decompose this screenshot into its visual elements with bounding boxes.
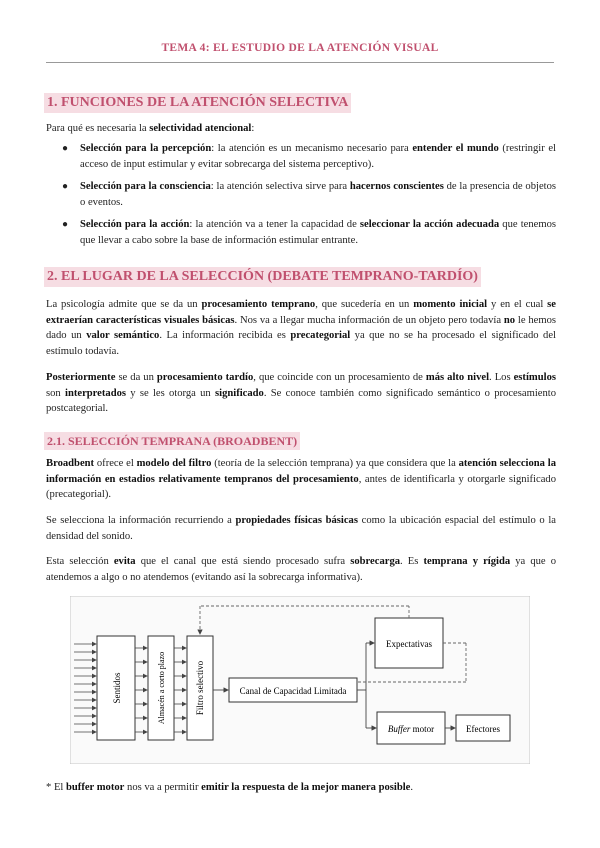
section-1-intro: Para qué es necesaria la selectividad atencional: xyxy=(46,123,255,134)
almacen-label: Almacén a corto plazo xyxy=(157,651,166,725)
header-divider xyxy=(46,62,554,63)
list-item: ● Selección para la acción: la atención va a tener la capacidad de seleccionar la acción adecuada que tenemos que llevar a cabo sobre la base de información estimular entrante. xyxy=(62,219,557,246)
page-header: TEMA 4: EL ESTUDIO DE LA ATENCIÓN VISUAL xyxy=(161,42,439,54)
section-2-1-paragraph-3: Esta selección evita que el canal que está siendo procesado sufra sobrecarga. Es temprana y rígida ya que o atendemos a algo o no atendemos (evitando así la sobrecarga informativa). xyxy=(46,556,557,583)
section-1-heading: 1. FUNCIONES DE LA ATENCIÓN SELECTIVA xyxy=(44,93,351,113)
buffer-motor-label: Buffer motor xyxy=(387,724,435,734)
bullet-icon: ● xyxy=(62,143,69,154)
section-2-paragraph-1: La psicología admite que se da un procesamiento temprano, que sucedería en un momento inicial y en el cual se extraerían características visuales básicas. Nos va a llegar mucha información de un objeto pero todavía no le hemos dado un valor semántico. La información recibida es precategorial ya que no se ha procesado el significado del estímulo todavía. xyxy=(46,299,556,357)
section-2-1-paragraph-2: Se selecciona la información recurriendo a propiedades físicas básicas como la ubicación espacial del estímulo o la densidad del sonido. xyxy=(46,515,556,542)
list-item: ● Selección para la percepción: la atención es un mecanismo necesario para entender el mundo (restringir el acceso de input estimular y evitar sobrecarga del sistema perceptivo). xyxy=(62,143,556,170)
bullet-icon: ● xyxy=(62,181,69,192)
expectativas-label: Expectativas xyxy=(386,639,432,649)
sentidos-label: Sentidos xyxy=(112,672,122,704)
bullet-icon: ● xyxy=(62,219,69,230)
efectores-label: Efectores xyxy=(466,724,500,734)
section-2-heading: 2. EL LUGAR DE LA SELECCIÓN (DEBATE TEMPRANO-TARDÍO) xyxy=(44,267,481,287)
filtro-label: Filtro selectivo xyxy=(195,660,205,716)
selection-functions-list xyxy=(46,141,556,255)
section-2-paragraph-2: Posteriormente se da un procesamiento tardío, que coincide con un procesamiento de más alto nivel. Los estímulos son interpretados y se les otorga un significado. Se conoce también como significado semántico o procesamiento postcategorial. xyxy=(46,372,557,414)
buffer-motor-footnote: * El buffer motor nos va a permitir emitir la respuesta de la mejor manera posible. xyxy=(46,782,414,793)
canal-label: Canal de Capacidad Limitada xyxy=(239,686,347,696)
section-2-1-paragraph-1: Broadbent ofrece el modelo del filtro (teoría de la selección temprana) ya que considera que la atención selecciona la información en estadios relativamente tempranos del procesamiento, antes de identificarla y otorgarle significado (precategorial). xyxy=(46,458,556,500)
section-2-1-heading: 2.1. SELECCIÓN TEMPRANA (BROADBENT) xyxy=(44,432,300,450)
list-item: ● Selección para la consciencia: la atención selectiva sirve para hacernos conscientes de la presencia de objetos o eventos. xyxy=(62,181,557,208)
broadbent-filter-model-diagram xyxy=(70,596,530,764)
